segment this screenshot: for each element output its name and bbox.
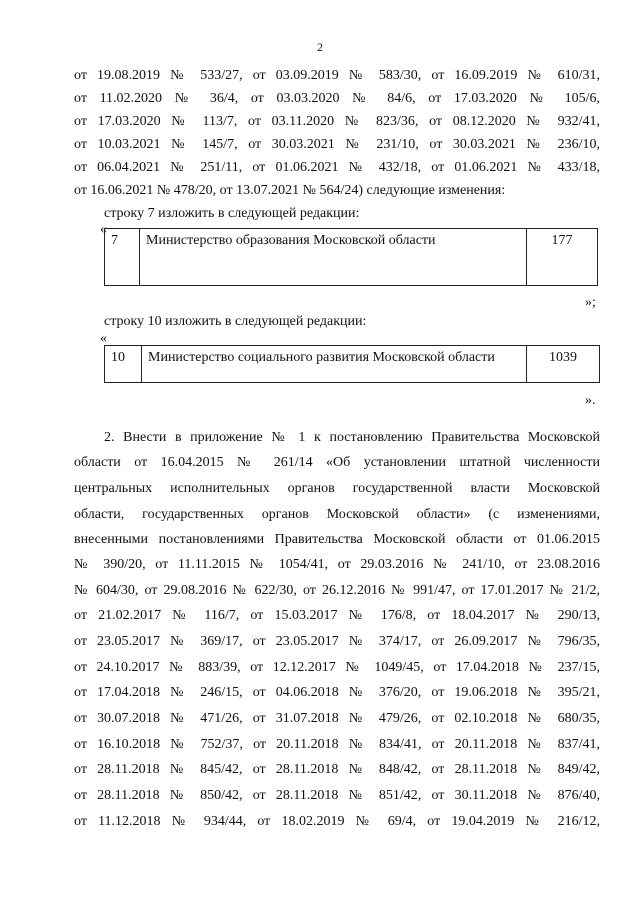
para2-line: № 390/20, от 11.11.2015 № 1054/41, от 29.03.2016 № 241/10, от 23.08.2016 xyxy=(74,557,600,572)
row7-open-quote: « xyxy=(100,222,107,237)
para2-line: от 28.11.2018 № 850/42, от 28.11.2018 № 851/42, от 30.11.2018 № 876/40, xyxy=(74,788,600,803)
para2-line: области, государственных органов Московской области» (с изменениями, xyxy=(74,507,600,522)
intro-line: от 10.03.2021 № 145/7, от 30.03.2021 № 231/10, от 30.03.2021 № 236/10, xyxy=(74,137,600,152)
para2-line: внесенными постановлениями Правительства Московской области от 01.06.2015 xyxy=(74,532,600,547)
para2-line: от 23.05.2017 № 369/17, от 23.05.2017 № 374/17, от 26.09.2017 № 796/35, xyxy=(74,634,600,649)
row10-instruction: строку 10 изложить в следующей редакции: xyxy=(104,314,367,329)
para2-line: 2. Внести в приложение № 1 к постановлению Правительства Московской xyxy=(104,430,600,445)
para2-line: центральных исполнительных органов государственной власти Московской xyxy=(74,481,600,496)
row10-name: Министерство социального развития Московской области xyxy=(142,346,527,383)
para2-line: от 30.07.2018 № 471/26, от 31.07.2018 № 479/26, от 02.10.2018 № 680/35, xyxy=(74,711,600,726)
row7-number: 7 xyxy=(105,229,140,286)
page-number: 2 xyxy=(317,40,323,54)
table-row xyxy=(105,346,600,383)
row10-table xyxy=(104,345,600,383)
intro-line: от 06.04.2021 № 251/11, от 01.06.2021 № 432/18, от 01.06.2021 № 433/18, xyxy=(74,160,600,175)
para2-line: от 28.11.2018 № 845/42, от 28.11.2018 № 848/42, от 28.11.2018 № 849/42, xyxy=(74,762,600,777)
para2-line: от 16.10.2018 № 752/37, от 20.11.2018 № 834/41, от 20.11.2018 № 837/41, xyxy=(74,737,600,752)
row7-name: Министерство образования Московской области xyxy=(140,229,527,286)
row7-instruction: строку 7 изложить в следующей редакции: xyxy=(104,206,360,221)
intro-line: от 16.06.2021 № 478/20, от 13.07.2021 № 564/24) следующие изменения: xyxy=(74,183,506,198)
row10-close: ». xyxy=(585,393,596,408)
para2-line: от 24.10.2017 № 883/39, от 12.12.2017 № 1049/45, от 17.04.2018 № 237/15, xyxy=(74,660,600,675)
intro-line: от 17.03.2020 № 113/7, от 03.11.2020 № 823/36, от 08.12.2020 № 932/41, xyxy=(74,114,600,129)
para2-line: № 604/30, от 29.08.2016 № 622/30, от 26.12.2016 № 991/47, от 17.01.2017 № 21/2, xyxy=(74,583,600,598)
row7-close: »; xyxy=(585,295,596,310)
row7-count: 177 xyxy=(527,229,598,286)
para2-line: от 17.04.2018 № 246/15, от 04.06.2018 № 376/20, от 19.06.2018 № 395/21, xyxy=(74,685,600,700)
para2-line: от 21.02.2017 № 116/7, от 15.03.2017 № 176/8, от 18.04.2017 № 290/13, xyxy=(74,608,600,623)
row7-table xyxy=(104,228,598,286)
row10-open-quote: « xyxy=(100,331,107,346)
row10-count: 1039 xyxy=(527,346,600,383)
intro-line: от 19.08.2019 № 533/27, от 03.09.2019 № 583/30, от 16.09.2019 № 610/31, xyxy=(74,68,600,83)
para2-line: области от 16.04.2015 № 261/14 «Об установлении штатной численности xyxy=(74,455,600,470)
table-row xyxy=(105,229,598,286)
row10-number: 10 xyxy=(105,346,142,383)
para2-line: от 11.12.2018 № 934/44, от 18.02.2019 № 69/4, от 19.04.2019 № 216/12, xyxy=(74,814,600,829)
intro-line: от 11.02.2020 № 36/4, от 03.03.2020 № 84/6, от 17.03.2020 № 105/6, xyxy=(74,91,600,106)
